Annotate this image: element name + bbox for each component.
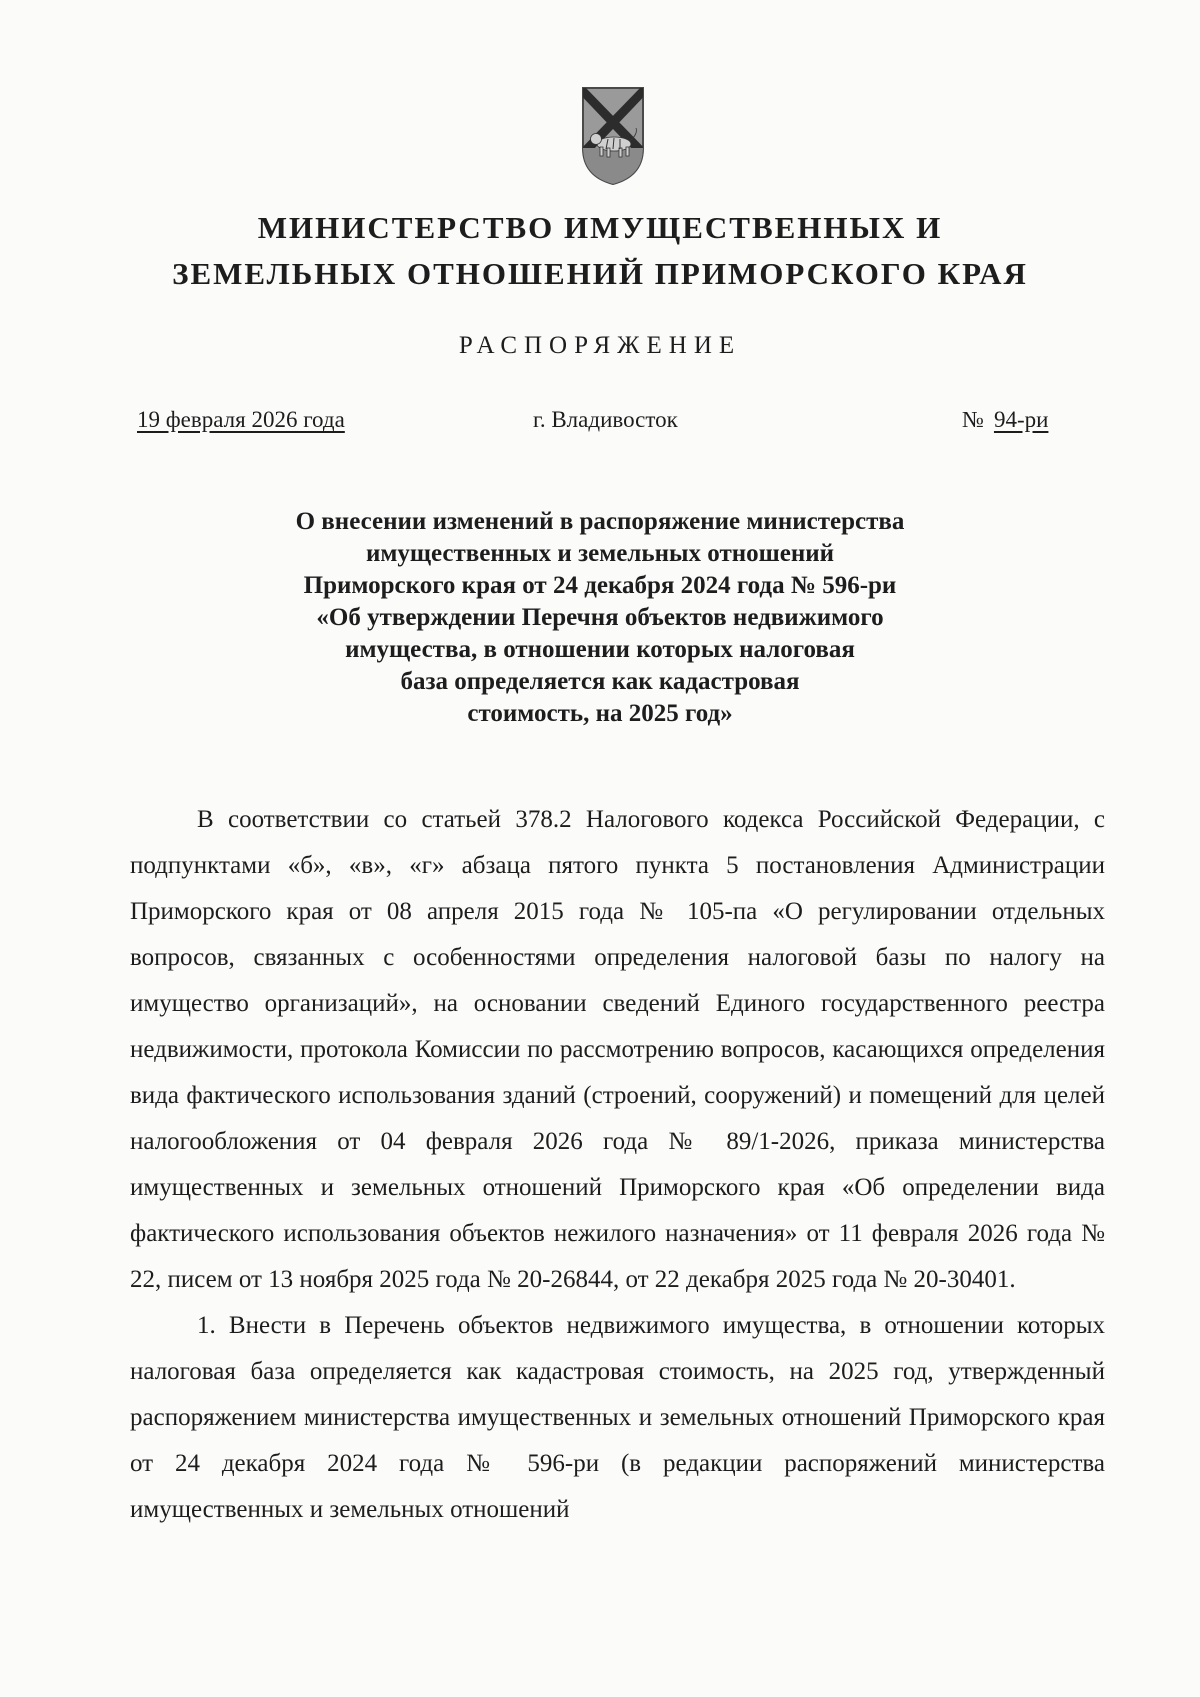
subject-line: стоимость, на 2025 год» <box>467 700 733 727</box>
subject-line: имущества, в отношении которых налоговая <box>345 636 855 663</box>
subject-line: Приморского края от 24 декабря 2024 года № 596-ри <box>303 572 897 599</box>
document-body <box>130 797 1105 1533</box>
ministry-title-line-2: ЗЕМЕЛЬНЫХ ОТНОШЕНИЙ ПРИМОРСКОГО КРАЯ <box>172 256 1028 291</box>
subject-line: О внесении изменений в распоряжение министерства <box>295 508 905 535</box>
ministry-title <box>100 205 1100 297</box>
body-paragraph-1: 1. Внести в Перечень объектов недвижимого имущества, в отношении которых налоговая база определяется как кадастровая стоимость, на 2025 год, утвержденный распоряжением министерства имущественных и земельных отношений Приморского края от 24 декабря 2024 года № 596-ри (в редакции распоряжений министерства имущественных и земельных отношений <box>130 1312 1105 1523</box>
coat-of-arms-icon <box>580 86 646 186</box>
document-subject <box>230 506 970 730</box>
subject-line: имущественных и земельных отношений <box>365 540 835 567</box>
number-value: 94-ри <box>993 407 1049 432</box>
document-number <box>962 407 1048 433</box>
subject-line: «Об утверждении Перечня объектов недвижимого <box>316 604 884 631</box>
ministry-title-line-1: МИНИСТЕРСТВО ИМУЩЕСТВЕННЫХ И <box>257 210 943 245</box>
body-paragraph-preamble: В соответствии со статьей 378.2 Налогового кодекса Российской Федерации, с подпунктами «б», «в», «г» абзаца пятого пункта 5 постановления Администрации Приморского края от 08 апреля 2015 года № 105-па «О регулировании отдельных вопросов, связанных с особенностями определения налоговой базы по налогу на имущество организаций», на основании сведений Единого государственного реестра недвижимости, протокола Комиссии по рассмотрению вопросов, касающихся определения вида фактического использования зданий (строений, сооружений) и помещений для целей налогообложения от 04 февраля 2026 года № 89/1-2026, приказа министерства имущественных и земельных отношений Приморского края «Об определении вида фактического использования объектов нежилого назначения» от 11 февраля 2026 года № 22, писем от 13 ноября 2025 года № 20-26844, от 22 декабря 2025 года № 20-30401. <box>130 806 1105 1293</box>
subject-line: база определяется как кадастровая <box>400 668 800 695</box>
document-city: г. Владивосток <box>533 407 678 432</box>
document-date: 19 февраля 2026 года <box>137 407 345 432</box>
document-type: РАСПОРЯЖЕНИЕ <box>458 332 742 359</box>
number-sign: № <box>962 407 984 432</box>
